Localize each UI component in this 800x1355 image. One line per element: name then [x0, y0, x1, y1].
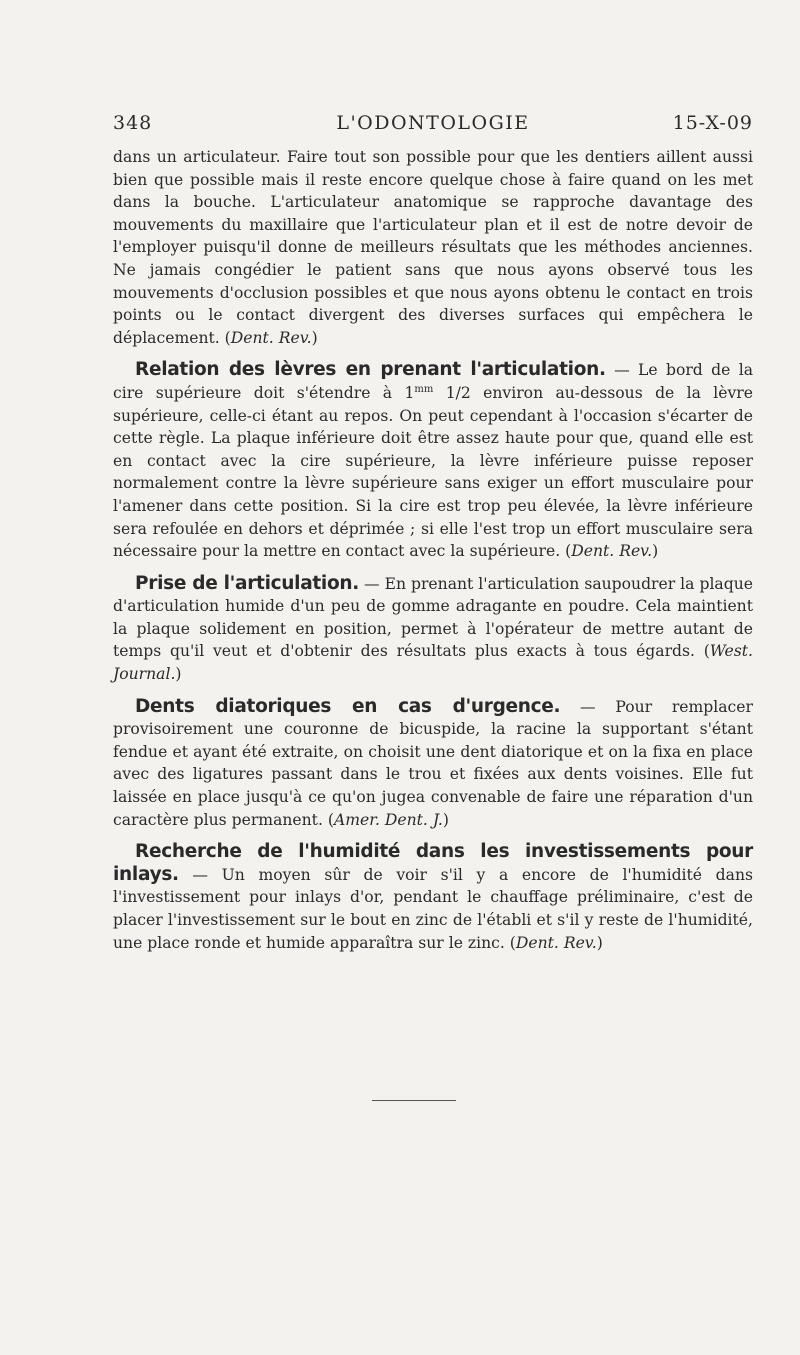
end-rule [372, 1100, 456, 1101]
source-citation: Amer. Dent. J. [333, 810, 443, 829]
source-citation: West. Journal. [113, 642, 753, 684]
unit-superscript: mm [414, 383, 434, 395]
section-heading: Dents diatoriques en cas d'urgence. [135, 695, 561, 717]
section-dents-diatoriques: Dents diatoriques en cas d'urgence. — Pour remplacer provisoirement une couronne de bicuspide, la racine la supportant s'étant fendue et ayant été extraite, on choisit une dent diatorique et on la fixa en place avec des ligatures passant dans le trou et fixées aux dents voisines. Elle fut laissée en place jusqu'à ce qu'on jugea convenable de faire une réparation d'un caractère plus permanent. (Amer. Dent. J.) [113, 695, 753, 829]
source-citation: Dent. Rev. [571, 542, 653, 561]
journal-title: L'ODONTOLOGIE [336, 112, 530, 134]
section-heading: Prise de l'articulation. [135, 572, 359, 594]
continued-paragraph: dans un articulateur. Faire tout son possible pour que les dentiers aillent aussi bien que possible mais il reste encore quelque chose à faire quand on les met dans la bouche. L'articulateur anatomique se rapproche davantage des mouvements du maxillaire que l'articulateur plan et il est de notre devoir de l'employer puisqu'il donne de meilleurs résultats que les méthodes anciennes. Ne jamais congédier le patient sans que nous ayons observé tous les mouvements d'occlusion possibles et que nous ayons obtenu le contact en trois points ou le contact divergent des diverses surfaces qui empêchera le déplacement. (Dent. Rev.) [113, 148, 753, 347]
source-citation: Dent. Rev. [515, 933, 597, 952]
section-heading: Recherche de l'humidité dans les investissements pour inlays. [113, 841, 753, 885]
running-header [113, 112, 753, 142]
issue-date: 15-X-09 [672, 112, 753, 134]
source-citation: Dent. Rev. [230, 328, 312, 347]
page-number: 348 [113, 112, 153, 134]
section-recherche-humidite: Recherche de l'humidité dans les investissements pour inlays. — Un moyen sûr de voir s'il y a encore de l'humidité dans l'investissement pour inlays d'or, pendant le chauffage préliminaire, c'est de placer l'investissement sur le bout en zinc de l'établi et s'il y reste de l'humidité, une place ronde et humide apparaîtra sur le zinc. (Dent. Rev.) [113, 841, 753, 952]
article-body [113, 146, 753, 954]
section-relation-levres: Relation des lèvres en prenant l'articulation. — Le bord de la cire supérieure doit s'étendre à $1^{mm}$ 1/2 environ au-dessous de la lèvre supérieure, celle-ci étant au repos. On peut cependant à l'occasion s'écarter de cette règle. La plaque inférieure doit être assez haute pour que, quand elle est en contact avec la cire supérieure, la lèvre inférieure puisse reposer normalement contre la lèvre supérieure sans exiger un effort musculaire pour l'amener dans cette position. Si la cire est trop peu élevée, la lèvre inférieure sera refoulée en dehors et déprimée ; si elle l'est trop un effort musculaire sera nécessaire pour la mettre en contact avec la supérieure. (Dent. Rev.) [113, 359, 753, 561]
section-prise-articulation: Prise de l'articulation. — En prenant l'articulation saupoudrer la plaque d'articulation humide d'un peu de gomme adragante en poudre. Cela maintient la plaque solidement en position, permet à l'opérateur de mettre autant de temps qu'il veut et d'obtenir des résultats plus exacts à tous égards. (West. Journal.) [113, 572, 753, 684]
section-heading: Relation des lèvres en prenant l'articulation. [135, 359, 606, 381]
